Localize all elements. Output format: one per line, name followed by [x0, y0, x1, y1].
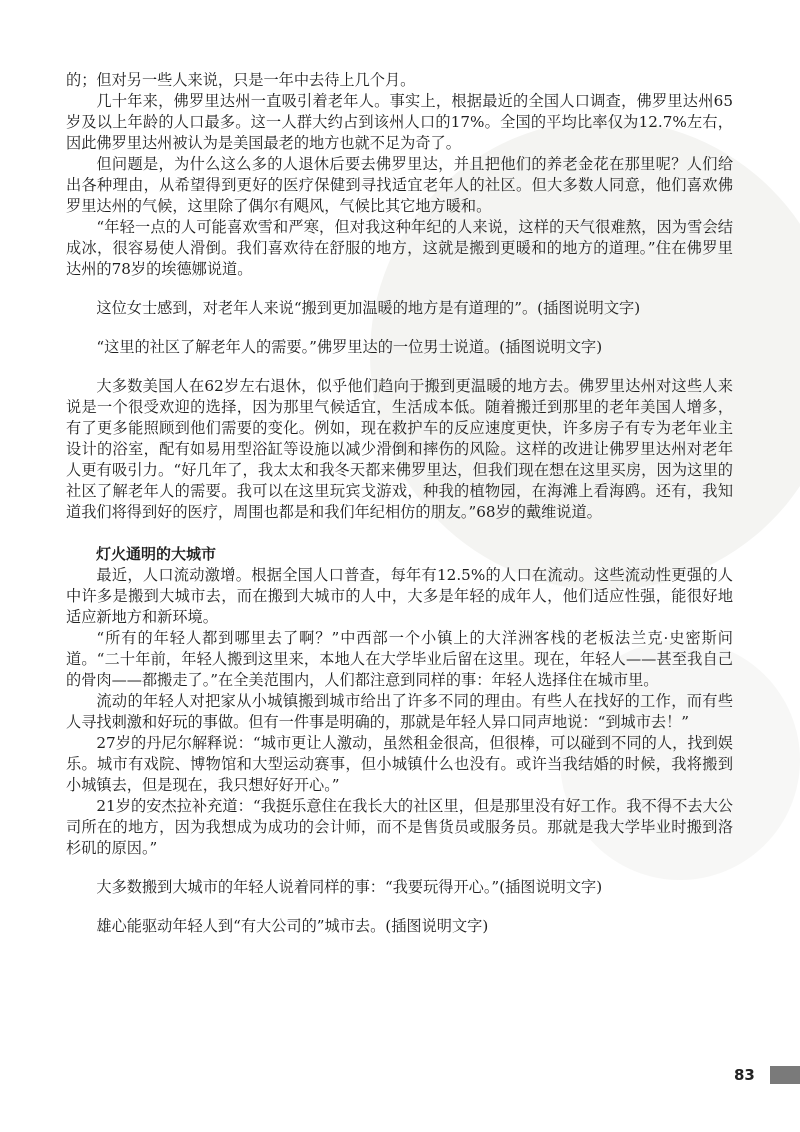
paragraph: “年轻一点的人可能喜欢雪和严寒，但对我这种年纪的人来说，这样的天气很难熬，因为雪会结成冰，很容易使人滑倒。我们喜欢待在舒服的地方，这就是搬到更暖和的地方的道理。”住在佛罗里达州的78岁的埃德娜说道。 [66, 218, 733, 278]
paragraph: 的；但对另一些人来说，只是一年中去待上几个月。 [66, 71, 416, 89]
paragraph: 最近，人口流动激增。根据全国人口普查，每年有12.5%的人口在流动。这些流动性更强的人中许多是搬到大城市去，而在搬到大城市的人中，大多是年轻的成年人，他们适应性强，能很好地适应新地方和新环境。 [66, 566, 733, 626]
spacer [66, 523, 733, 544]
page-number-bar [770, 1066, 800, 1084]
spacer [66, 280, 733, 298]
paragraph: 27岁的丹尼尔解释说：“城市更让人激动，虽然租金很高，但很棒，可以碰到不同的人，找到娱乐。城市有戏院、博物馆和大型运动赛事，但小城镇什么也没有。或许当我结婚的时候，我将搬到小城镇去，但是现在，我只想好好开心。” [66, 734, 733, 794]
spacer [66, 859, 733, 877]
paragraph: 流动的年轻人对把家从小城镇搬到城市给出了许多不同的理由。有些人在找好的工作，而有些人寻找刺激和好玩的事做。但有一件事是明确的，那就是年轻人异口同声地说：“到城市去！” [66, 692, 733, 731]
paragraph: 21岁的安杰拉补充道：“我挺乐意住在我长大的社区里，但是那里没有好工作。我不得不去大公司所在的地方，因为我想成为成功的会计师，而不是售货员或服务员。那就是我大学毕业时搬到洛杉矶的原因。” [66, 797, 733, 857]
paragraph: 大多数美国人在62岁左右退休，似乎他们趋向于搬到更温暖的地方去。佛罗里达州对这些人来说是一个很受欢迎的选择，因为那里气候适宜，生活成本低。随着搬迁到那里的老年美国人增多，有了更多能照顾到他们需要的变化。例如，现在救护车的反应速度更快，许多房子有专为老年业主设计的浴室，配有如易用型浴缸等设施以减少滑倒和摔伤的风险。这样的改进让佛罗里达州对老年人更有吸引力。“好几年了，我太太和我冬天都来佛罗里达，但我们现在想在这里买房，因为这里的社区了解老年人的需要。我可以在这里玩宾戈游戏，种我的植物园，在海滩上看海鸥。还有，我知道我们将得到好的医疗，周围也都是和我们年纪相仿的朋友。”68岁的戴维说道。 [66, 377, 733, 521]
image-caption: 这位女士感到，对老年人来说“搬到更加温暖的地方是有道理的”。(插图说明文字) [96, 299, 641, 317]
spacer [66, 358, 733, 376]
spacer [66, 319, 733, 337]
article-body [66, 70, 733, 937]
spacer [66, 898, 733, 916]
section-heading: 灯火通明的大城市 [96, 545, 217, 563]
page-number: 83 [734, 1066, 755, 1084]
paragraph: 几十年来，佛罗里达州一直吸引着老年人。事实上，根据最近的全国人口调查，佛罗里达州65岁及以上年龄的人口最多。这一人群大约占到该州人口的17%。全国的平均比率仅为12.7%左右，因此佛罗里达州被认为是美国最老的地方也就不足为奇了。 [66, 92, 733, 152]
image-caption: “这里的社区了解老年人的需要。”佛罗里达的一位男士说道。(插图说明文字) [96, 338, 603, 356]
image-caption: 雄心能驱动年轻人到“有大公司的”城市去。(插图说明文字) [96, 917, 489, 935]
paragraph: “所有的年轻人都到哪里去了啊？”中西部一个小镇上的大洋洲客栈的老板法兰克·史密斯问道。“二十年前，年轻人搬到这里来，本地人在大学毕业后留在这里。现在，年轻人——甚至我自己的骨肉——都搬走了。”在全美范围内，人们都注意到同样的事：年轻人选择住在城市里。 [66, 629, 733, 689]
image-caption: 大多数搬到大城市的年轻人说着同样的事：“我要玩得开心。”(插图说明文字) [96, 878, 603, 896]
paragraph: 但问题是，为什么这么多的人退休后要去佛罗里达，并且把他们的养老金花在那里呢？人们给出各种理由，从希望得到更好的医疗保健到寻找适宜老年人的社区。但大多数人同意，他们喜欢佛罗里达州的气候，这里除了偶尔有飓风，气候比其它地方暖和。 [66, 155, 733, 215]
